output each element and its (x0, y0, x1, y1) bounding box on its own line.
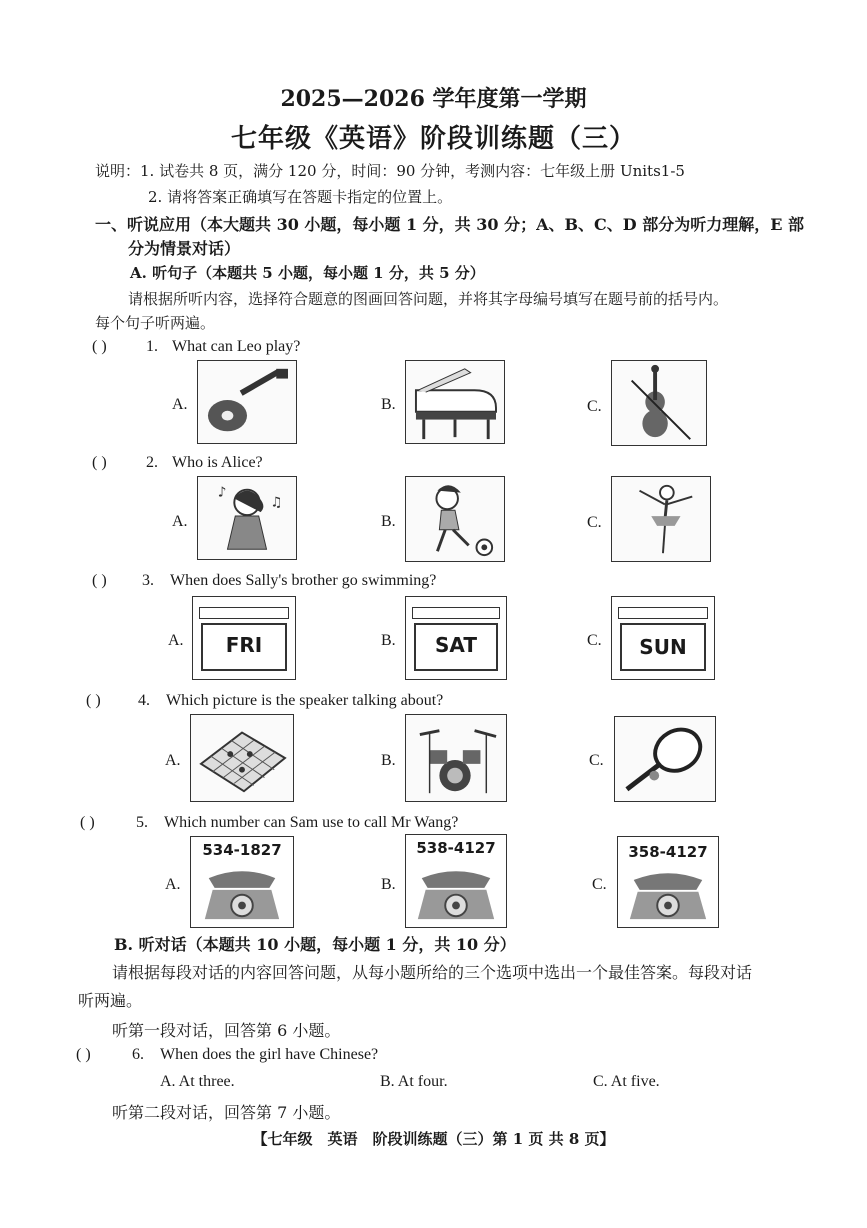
option-label: C. (587, 632, 602, 649)
part-b-title: B. 听对话（本题共 10 小题，每小题 1 分，共 10 分） (114, 935, 516, 954)
calendar-day-label: SAT (435, 633, 477, 657)
option-label: C. (589, 752, 604, 769)
soccer-girl-icon[interactable] (405, 476, 505, 562)
question-text: When does Sally's brother go swimming? (170, 572, 437, 589)
question-number: 1. (146, 338, 158, 355)
answer-bracket[interactable]: ( ) (92, 454, 107, 471)
answer-bracket[interactable]: ( ) (86, 692, 101, 709)
question-number: 3. (142, 572, 154, 589)
page-footer: 【七年级 英语 阶段训练题（三）第 1 页 共 8 页】 (252, 1130, 615, 1148)
option-label: A. (168, 632, 184, 649)
option-label: B. (381, 513, 396, 530)
option-label: C. (592, 876, 607, 893)
part-b-instruction-cont: 听两遍。 (78, 991, 143, 1010)
calendar-icon[interactable] (405, 596, 507, 680)
option-label: A. (172, 396, 188, 413)
part-a-title: A. 听句子（本题共 5 小题，每小题 1 分，共 5 分） (130, 264, 485, 282)
option-label: B. (381, 876, 396, 893)
part-a-instruction-cont: 每个句子听两遍。 (95, 314, 216, 332)
telephone-icon[interactable] (405, 834, 507, 928)
option-label: B. (381, 752, 396, 769)
part-b-instruction: 请根据每段对话的内容回答问题，从每小题所给的三个选项中选出一个最佳答案。每段对话 (112, 963, 753, 982)
piano-icon[interactable] (405, 360, 505, 444)
question-text: Which number can Sam use to call Mr Wang? (164, 814, 459, 831)
section-1-heading: 一、听说应用（本大题共 30 小题，每小题 1 分，共 30 分；A、B、C、D 部分为听力理解，E 部 (95, 215, 804, 234)
option-label: C. (587, 514, 602, 531)
notes-line-1: 说明：1. 试卷共 8 页，满分 120 分，时间：90 分钟，考测内容：七年级上册 Units1-5 (95, 162, 685, 180)
phone-number-label: 358-4127 (628, 843, 708, 861)
option-c[interactable]: C. At five. (593, 1073, 660, 1090)
telephone-icon[interactable] (190, 836, 294, 928)
question-number: 5. (136, 814, 148, 831)
option-a[interactable]: A. At three. (160, 1073, 235, 1090)
option-label: B. (381, 632, 396, 649)
svg-text:♪: ♪ (217, 484, 227, 501)
question-text: When does the girl have Chinese? (160, 1046, 379, 1063)
option-label: B. (381, 396, 396, 413)
notes-line-2: 2. 请将答案正确填写在答题卡指定的位置上。 (148, 188, 453, 206)
svg-text:♫: ♫ (270, 494, 283, 511)
drum-set-icon[interactable] (405, 714, 507, 802)
exam-title: 七年级《英语》阶段训练题（三） (230, 124, 636, 154)
phone-number-label: 538-4127 (416, 839, 496, 857)
answer-bracket[interactable]: ( ) (80, 814, 95, 831)
answer-bracket[interactable]: ( ) (92, 572, 107, 589)
telephone-icon[interactable] (617, 836, 719, 928)
guitar-icon[interactable] (197, 360, 297, 444)
answer-bracket[interactable]: ( ) (76, 1046, 91, 1063)
tennis-racket-icon[interactable] (614, 716, 716, 802)
dialog-2-instruction: 听第二段对话，回答第 7 小题。 (112, 1103, 341, 1122)
part-a-instruction: 请根据所听内容，选择符合题意的图画回答问题，并将其字母编号填写在题号前的括号内。 (128, 290, 729, 308)
dialog-1-instruction: 听第一段对话，回答第 6 小题。 (112, 1021, 341, 1040)
violin-icon[interactable] (611, 360, 707, 446)
exam-year-title: 2025—2026 学年度第一学期 (280, 86, 587, 112)
question-number: 4. (138, 692, 150, 709)
question-number: 6. (132, 1046, 144, 1063)
ballet-girl-icon[interactable] (611, 476, 711, 562)
question-text: What can Leo play? (172, 338, 301, 355)
calendar-icon[interactable] (611, 596, 715, 680)
option-label: A. (165, 752, 181, 769)
option-label: C. (587, 398, 602, 415)
question-text: Which picture is the speaker talking about? (166, 692, 444, 709)
singing-girl-icon[interactable] (197, 476, 297, 560)
answer-bracket[interactable]: ( ) (92, 338, 107, 355)
question-text: Who is Alice? (172, 454, 263, 471)
calendar-day-label: SUN (639, 635, 687, 659)
question-number: 2. (146, 454, 158, 471)
calendar-day-label: FRI (225, 633, 263, 657)
chess-board-icon[interactable] (190, 714, 294, 802)
option-b[interactable]: B. At four. (380, 1073, 448, 1090)
section-1-heading-cont: 分为情景对话） (128, 239, 241, 258)
calendar-icon[interactable] (192, 596, 296, 680)
phone-number-label: 534-1827 (202, 841, 282, 859)
option-label: A. (165, 876, 181, 893)
option-label: A. (172, 513, 188, 530)
